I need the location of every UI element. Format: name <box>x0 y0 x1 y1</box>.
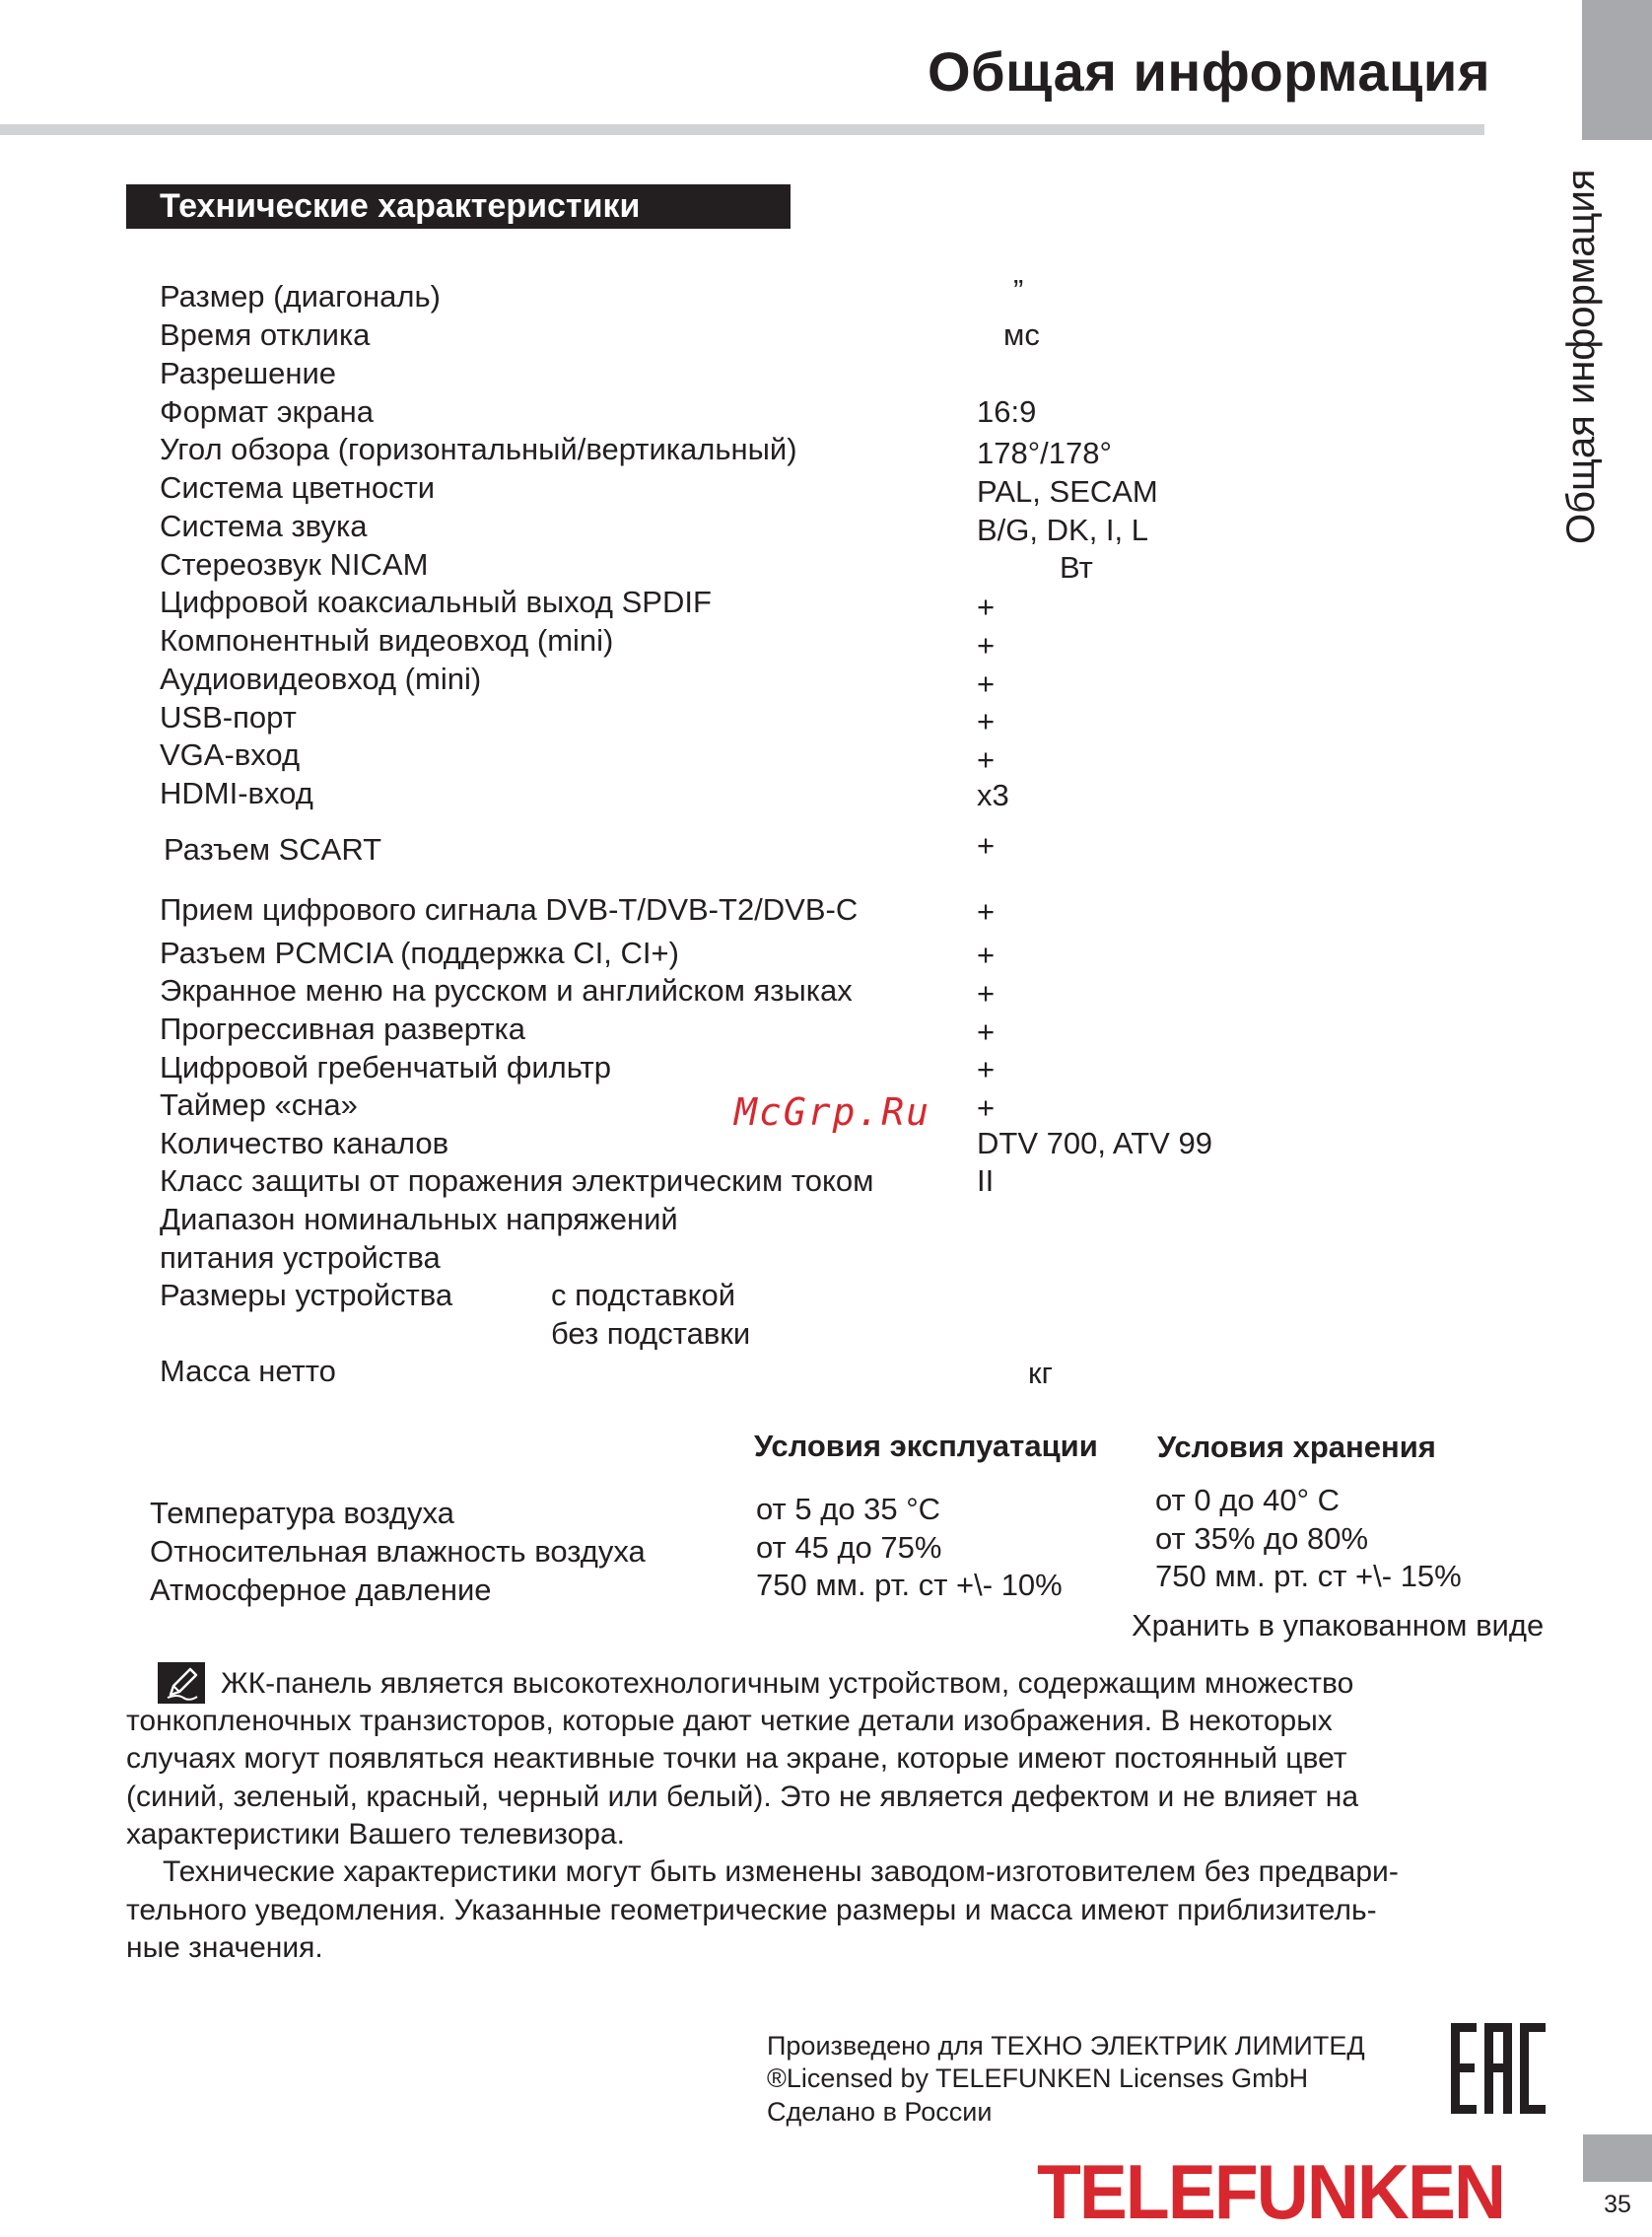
credit-line: ®Licensed by TELEFUNKEN Licenses GmbH <box>767 2063 1309 2093</box>
spec-value: + <box>977 828 996 863</box>
page-number-tab <box>1583 2134 1652 2182</box>
spec-value: 178°/178° <box>977 436 1112 470</box>
note-line: Технические характеристики могут быть изменены заводом-изготовителем без предвари- <box>163 1855 1399 1888</box>
spec-value: мс <box>1003 317 1040 352</box>
side-section-label: Общая информация <box>1559 169 1603 544</box>
pencil-note-icon <box>158 1662 205 1704</box>
dimensions-label: Размеры устройства <box>160 1278 453 1312</box>
spec-label: USB-порт <box>160 700 297 734</box>
spec-value: ” <box>1013 273 1024 308</box>
spec-value: + <box>977 704 996 738</box>
spec-value: + <box>977 1052 996 1086</box>
side-tab <box>1582 0 1652 140</box>
env-label: Относительная влажность воздуха <box>150 1534 646 1569</box>
spec-value: + <box>977 1090 996 1125</box>
operating-conditions-header: Условия эксплуатации <box>754 1429 1098 1463</box>
spec-value: Вт <box>1060 550 1093 585</box>
spec-value: + <box>977 894 996 929</box>
spec-value: + <box>977 628 996 663</box>
spec-label: Цифровой гребенчатый фильтр <box>160 1050 611 1084</box>
page-title: Общая информация <box>927 40 1490 103</box>
spec-label: Количество каналов <box>160 1126 449 1160</box>
spec-value: II <box>977 1163 995 1198</box>
spec-label: Формат экрана <box>160 394 374 429</box>
storage-value: от 0 до 40° C <box>1155 1483 1341 1517</box>
note-line: характеристики Вашего телевизора. <box>126 1818 625 1851</box>
spec-label: Система цветности <box>160 470 436 505</box>
spec-label: Аудиовидеовход (mini) <box>160 662 482 696</box>
spec-label: Таймер «сна» <box>160 1087 358 1122</box>
spec-label: Разъем SCART <box>164 832 382 867</box>
section-header: Технические характеристики <box>126 184 791 229</box>
eac-certification-logo <box>1451 2023 1546 2119</box>
spec-label: Прогрессивная развертка <box>160 1012 526 1046</box>
spec-label: Стереозвук NICAM <box>160 547 429 582</box>
spec-value: + <box>977 976 996 1011</box>
note-line: (синий, зеленый, красный, черный или белый). Это не является дефектом и не влияет на <box>126 1781 1359 1813</box>
note-line: случаях могут появляться неактивные точки на экране, которые имеют постоянный цвет <box>126 1742 1347 1775</box>
spec-label: Угол обзора (горизонтальный/вертикальный) <box>160 432 797 466</box>
spec-label: Размер (диагональ) <box>160 279 441 314</box>
storage-note: Хранить в упакованном виде <box>1132 1608 1545 1643</box>
note-line: тельного уведомления. Указанные геометрические размеры и масса имеют приблизитель- <box>126 1894 1377 1926</box>
operating-value: от 45 до 75% <box>756 1530 942 1565</box>
spec-value: + <box>977 742 996 777</box>
page-number: 35 <box>1604 2191 1631 2218</box>
spec-label: Компонентный видеовход (mini) <box>160 623 614 658</box>
spec-label: HDMI-вход <box>160 776 313 810</box>
storage-value: 750 мм. рт. ст +\- 15% <box>1155 1559 1462 1593</box>
spec-value: + <box>977 1014 996 1049</box>
spec-label: Экранное меню на русском и английском языках <box>160 973 853 1008</box>
spec-label: Диапазон номинальных напряжений <box>160 1202 678 1236</box>
spec-value: 16:9 <box>977 394 1037 429</box>
note-line: тонкопленочных транзисторов, которые дают четкие детали изображения. В некоторых <box>126 1705 1333 1737</box>
spec-label: Время отклика <box>160 317 371 352</box>
spec-label: VGA-вход <box>160 737 301 772</box>
operating-value: 750 мм. рт. ст +\- 10% <box>756 1568 1063 1602</box>
env-label: Температура воздуха <box>150 1496 454 1530</box>
telefunken-logo: TELEFUNKEN <box>1037 2148 1505 2235</box>
credit-line: Сделано в России <box>767 2097 993 2127</box>
storage-conditions-header: Условия хранения <box>1157 1430 1436 1464</box>
spec-value: x3 <box>977 778 1009 812</box>
env-label: Атмосферное давление <box>150 1573 492 1607</box>
dimensions-without-stand: без подставки <box>551 1316 751 1351</box>
spec-label: Разъем PCMCIA (поддержка CI, CI+) <box>160 936 679 970</box>
spec-value: + <box>977 666 996 701</box>
storage-value: от 35% до 80% <box>1155 1521 1369 1556</box>
spec-value: PAL, SECAM <box>977 474 1158 509</box>
spec-label: Разрешение <box>160 356 337 390</box>
credit-line: Произведено для ТЕХНО ЭЛЕКТРИК ЛИМИТЕД <box>767 2031 1365 2061</box>
spec-value: + <box>977 590 996 624</box>
title-rule <box>0 124 1484 135</box>
watermark: McGrp.Ru <box>734 1090 931 1134</box>
spec-label: Прием цифрового сигнала DVB-T/DVB-T2/DVB-C <box>160 892 859 927</box>
weight-unit: кг <box>1028 1356 1053 1390</box>
operating-value: от 5 до 35 °C <box>756 1492 941 1526</box>
spec-value: DTV 700, ATV 99 <box>977 1126 1212 1160</box>
note-line: ные значения. <box>126 1931 323 1964</box>
spec-label: Класс защиты от поражения электрическим током <box>160 1163 874 1198</box>
spec-label: питания устройства <box>160 1240 441 1275</box>
dimensions-with-stand: с подставкой <box>551 1278 736 1312</box>
spec-value: + <box>977 938 996 972</box>
weight-label: Масса нетто <box>160 1354 336 1388</box>
note-line: ЖК-панель является высокотехнологичным устройством, содержащим множество <box>221 1667 1354 1700</box>
spec-value: B/G, DK, I, L <box>977 513 1148 547</box>
spec-label: Система звука <box>160 509 368 543</box>
spec-label: Цифровой коаксиальный выход SPDIF <box>160 585 712 619</box>
